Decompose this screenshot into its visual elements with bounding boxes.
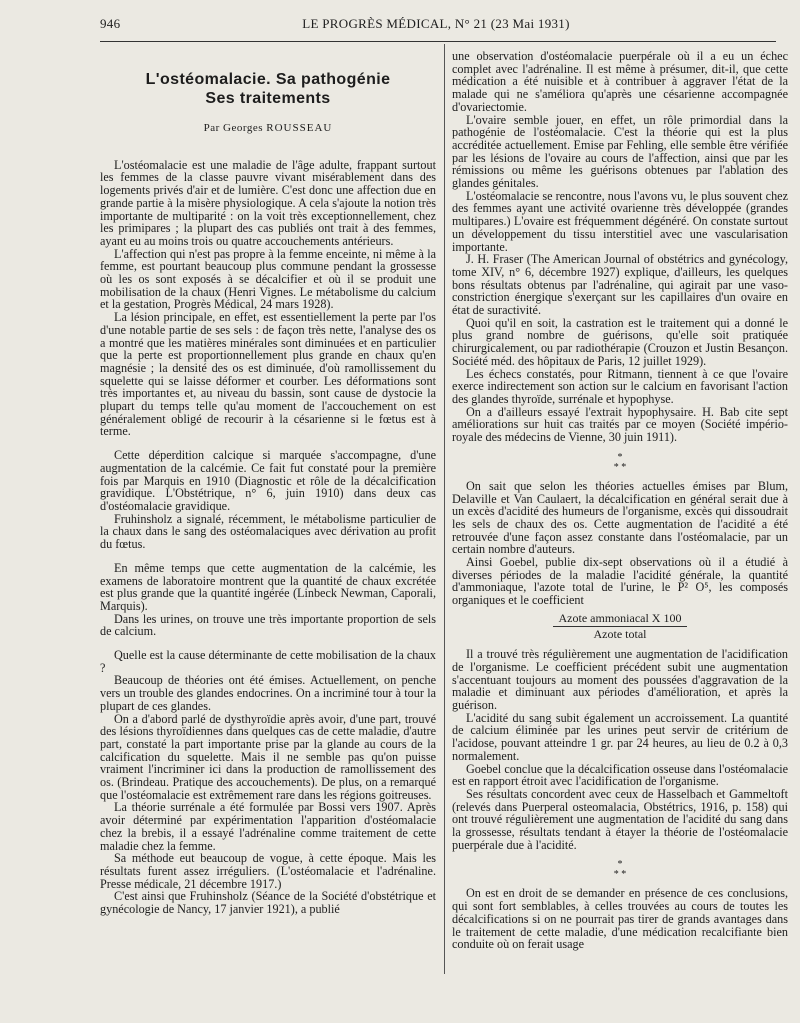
paragraph: En même temps que cette augmentation de la calcémie, les examens de laboratoire montrent que la quantité de chaux excrétée est plus grande que la quantité ingérée (Linbeck Newman, Caporali, Marquis). — [100, 560, 436, 613]
paragraph: L'ostéomalacie est une maladie de l'âge adulte, frappant surtout les femmes de la classe pauvre vivant misérablement dans des logements privés d'air et de lumière. C'est donc une affection due en grande partie à la misère physiologique. A cela s'ajoute la notion très importante de multiparité : on la voit très exceptionnellement, chez les primipares ; la plupart des cas publiés ont trait à des femmes, ayant eu au moins trois ou quatre accouchements antérieurs. — [100, 157, 436, 248]
paragraph: On a d'ailleurs essayé l'extrait hypophysaire. H. Bab cite sept améliorations sur huit cas traités par ce moyen (Société império-royale des médecins de Vienne, 30 juin 1911). — [452, 404, 788, 445]
paragraph: L'ovaire semble jouer, en effet, un rôle primordial dans la pathogénie de l'ostéomalacie. C'est la théorie qui est la plus accréditée actuellement. Emise par Fehling, elle semble être vérifiée par les lésions de l'ovaire au cours de l'affection, ainsi que par les rémissions ou même les guérisons obtenues par l'ablation des glandes génitales. — [452, 112, 788, 191]
left-column — [100, 48, 436, 916]
right-column — [452, 50, 788, 951]
separator-star-top: * — [617, 451, 623, 463]
separator-star-top: * — [617, 859, 623, 871]
paragraph: une observation d'ostéomalacie puerpérale où il a eu un échec complet avec l'adrénaline. Il est même à présumer, dit-il, que cette médication a été nuisible et à contribuer à aggraver l'état de la malade qui ne s'améliora qu'après une césarienne accompagnée d'ovariectomie. — [452, 49, 788, 114]
paragraph: On sait que selon les théories actuelles émises par Blum, Delaville et Van Caulaert, la décalcification en général serait due à un excès d'acidité des humeurs de l'organisme, excès qui dissoudrait les sels de chaux des os. Cette augmentation de l'acidité a été retrouvée d'une façon assez constante dans l'ostéomalacie, par un certain nombre d'auteurs. — [452, 478, 788, 557]
separator-stars-bottom: * * — [613, 869, 627, 881]
column-divider — [444, 44, 445, 974]
paragraph: L'affection qui n'est pas propre à la femme enceinte, ni même à la femme, est pourtant beaucoup plus commune pendant la grossesse où les os sont exposés à se décalcifier et où il se produit une mobilisation de la chaux (Henri Vignes. Le métabolisme du calcium et la gestation, Progrès Médical, 24 mars 1928). — [100, 246, 436, 312]
paragraph: La théorie surrénale a été formulée par Bossi vers 1907. Après avoir déterminé par expérimentation l'apparition d'ostéomalacie chez la brebis, il a essayé l'adrénaline comme traitement de cette maladie chez la femme. — [100, 800, 436, 853]
author-prefix: Par Georges — [203, 122, 264, 134]
paragraph: Goebel conclue que la décalcification osseuse dans l'ostéomalacie est en rapport étroit avec l'acidification de l'organisme. — [452, 761, 788, 789]
author-name: ROUSSEAU — [266, 122, 333, 134]
paragraph: J. H. Fraser (The American Journal of obstétrics and gynécology, tome XIV, n° 6, décembre 1927) explique, d'ailleurs, les quelques bons résultats obtenus par l'adrénaline, qui agirait par une vaso-constriction énergique s'exerçant sur les capillaires d'un ovaire en état de suractivité. — [452, 252, 788, 318]
paragraph: Quelle est la cause déterminante de cette mobilisation de la chaux ? — [100, 648, 436, 675]
section-separator — [452, 453, 788, 473]
paragraph: C'est ainsi que Fruhinsholz (Séance de la Société d'obstétrique et gynécologie de Nancy, 17 janvier 1921), a publié — [100, 889, 436, 917]
running-header — [100, 16, 772, 38]
paragraph: Les échecs constatés, pour Ritmann, tiennent à ce que l'ovaire exerce indirectement son action sur le calcium en favorisant l'action des glandes thyroïde, surrénale et hypophyse. — [452, 366, 788, 406]
paragraph: Ses résultats concordent avec ceux de Hasselbach et Gammeltoft (relevés dans Puerperal osteomalacia, Obstétrics, 1916, p. 158) qui ont trouvé régulièrement une augmentation de l'acidité du sang dans la grossesse, résultats tendant à étayer la théorie de l'ostéomalacie puerpérale due à l'acidité. — [452, 786, 788, 852]
page-number: 946 — [100, 16, 121, 31]
section-separator-2 — [452, 860, 788, 880]
paragraph: L'acidité du sang subit également un accroissement. La quantité de calcium éliminée par les urines peut servir de critérium de l'acidose, pouvant atteindre 1 gr. par 24 heures, au lieu de 0.2 à 0,3 normalement. — [452, 710, 788, 763]
coefficient-fraction — [452, 612, 788, 640]
paragraph: L'ostéomalacie se rencontre, nous l'avons vu, le plus souvent chez des femmes ayant une activité ovarienne très développée (grandes multipares.) L'ovaire est fréquemment dégénéré. On constate surtout un développement du tissu interstitiel avec une vascularisation importante. — [452, 188, 788, 254]
paragraph: Beaucoup de théories ont été émises. Actuellement, on penche vers un trouble des glandes endocrines. On a incriminé tour à tour la plupart de ces glandes. — [100, 673, 436, 713]
paragraph: Ainsi Goebel, publie dix-sept observations où il a étudié à diverses périodes de la maladie l'acidité générale, la quantité d'ammoniaque, l'azote total de l'urine, le P² O⁵, les composés organiques et le coefficient — [452, 555, 788, 608]
paragraph: Sa méthode eut beaucoup de vogue, à cette époque. Mais les résultats furent assez irréguliers. (L'ostéomalacie et l'adrénaline. Presse médicale, 21 décembre 1917.) — [100, 851, 436, 891]
fraction-denominator: Azote total — [593, 626, 647, 641]
separator-stars-bottom: * * — [613, 461, 627, 473]
paragraph: Il a trouvé très régulièrement une augmentation de l'acidification de l'organisme. Le coefficient précédent subit une augmentation s'accentuant toujours au moment des poussées d'aggravation de la maladie et diminuant aux périodes d'amélioration, et après la guérison. — [452, 647, 788, 713]
paragraph: On a d'abord parlé de dysthyroïdie après avoir, d'une part, trouvé des lésions thyroïdiennes dans quelques cas de cette maladie, d'autre part, constaté la part importante prise par la glande au cours de la calcification du squelette. Mais il ne semble pas qu'on puisse vraiment l'incriminer ici dans la production de ramollissement des os. (Brindeau. Pratique des accouchements). De plus, on a remarqué que l'ostéomalacie est extrêmement rare dans les régions goitreuses. — [100, 711, 436, 802]
header-rule — [100, 41, 776, 42]
paragraph: On est en droit de se demander en présence de ces conclusions, qui sont fort semblables, à celles trouvées au cours de toutes les décalcifications si on ne pourrait pas tirer de grands avantages dans le traitement de cette maladie, d'une médication recalcifiante bien conduite où on ferait usage — [452, 886, 788, 952]
paragraph: Cette déperdition calcique si marquée s'accompagne, d'une augmentation de la calcémie. Ce fait fut constaté pour la première fois par Marquis en 1910 (Diagnostic et rôle de la décalcification gravidique. L'Obstétrique, n° 6, juin 1910) dans deux cas d'ostéomalacie gravidique. — [100, 448, 436, 513]
running-title: LE PROGRÈS MÉDICAL, N° 21 (23 Mai 1931) — [302, 16, 570, 31]
article-title — [100, 70, 436, 108]
paragraph: Quoi qu'il en soit, la castration est le traitement qui a donné le plus grand nombre de guérisons, qu'elle soit pratiquée chirurgicalement, ou par radiothérapie (Crouzon et Justin Besançon. Société méd. des hôpitaux de Paris, 12 juillet 1929). — [452, 315, 788, 368]
paragraph: La lésion principale, en effet, est essentiellement la perte par l'os d'une notable partie de ses sels : de façon très nette, l'analyse des os a montré que les matières minérales sont diminuées et en particulier que la perte est proportionnellement plus grande en chaux qu'en magnésie ; la densité des os est diminuée, d'où ramollissement du squelette qui se laisse déformer et courber. Les déformations sont très importantes et, au niveau du bassin, sont cause de dystocie la plupart du temps telle qu'au moment de l'accouchement on est généralement obligé de recourir à la césarienne si le fœtus est à terme. — [100, 310, 436, 439]
article-title-line-1: L'ostéomalacie. Sa pathogénie — [145, 71, 391, 88]
paragraph: Dans les urines, on trouve une très importante proportion de sels de calcium. — [100, 611, 436, 639]
fraction-numerator: Azote ammoniacal X 100 — [553, 612, 688, 627]
author-byline — [100, 122, 436, 135]
paragraph: Fruhinsholz a signalé, récemment, le métabolisme particulier de la chaux dans le sang des ostéomalaciques avec dérivation au profit du fœtus. — [100, 511, 436, 552]
article-title-line-2: Ses traitements — [205, 90, 331, 107]
